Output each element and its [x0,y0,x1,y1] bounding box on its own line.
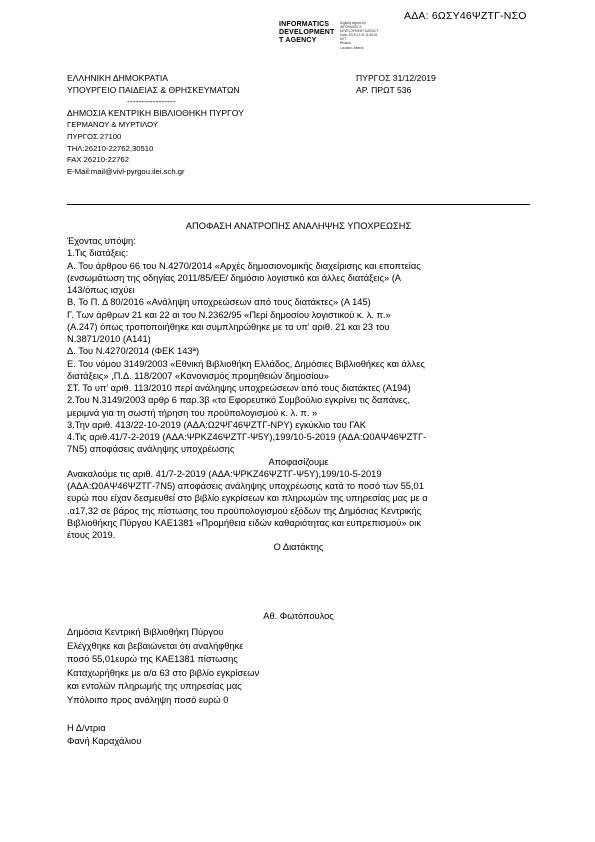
logo-line: INFORMATICS [279,21,330,28]
body-line: Δ. Του Ν.4270/2014 (ΦΕΚ 143ª) [67,346,200,357]
body-line: 2.Του Ν.3149/2003 αρθρ 6 παρ.3β «το Εφορευτικό Συμβούλιο εγκρίνει τις δαπάνες, [67,395,410,406]
signature-detail-line: Location: Athens [340,45,364,50]
header-left [67,73,244,177]
library-phone: ΤΗΛ:26210-22762,30510 [67,143,154,153]
decision-line: Ανακαλούμε τις αριθ. 41/7-2-2019 (ΑΔΑ:ΨΡΚΖ46ΨΖΤΓ-Ψ5Υ),199/10-5-2019 [67,468,382,479]
library-fax: FAX 26210-22762 [67,155,129,165]
document-title: ΑΠΟΦΑΣΗ ΑΝΑΤΡΟΠΗΣ ΑΝΑΛΗΨΗΣ ΥΠΟΧΡΕΩΣΗΣ [185,221,412,231]
decision-line: (ΑΔΑ:Ω0ΑΨ46ΨΖΤΓ-7Ν5) αποφάσεις ανάληψης υποχρέωσης κατά το ποσό των 55,01 [67,481,424,491]
verification-line: και εντολών πληρωμής της υπηρεσίας μας [67,681,242,692]
document-body [67,235,537,554]
library-name: ΔΗΜΟΣΙΑ ΚΕΝΤΡΙΚΗ ΒΙΒΛΙΟΘΗΚΗ ΠΥΡΓΟΥ [67,107,244,118]
signature-detail-line: DEVELOPMENT AGENCY [340,29,379,34]
body-line: (Α.247) όπως τροποποιήθηκε και συμπληρώθηκε με τα υπ' αριθ. 21 και 23 του [67,321,390,332]
body-line: Β. Το Π. Δ 80/2016 «Ανάληψη υποχρεώσεων από τους διατάκτες» (Α 145) [67,297,371,308]
protocol-number: ΑΡ. ΠΡΩΤ 536 [356,84,412,95]
body-line: 7Ν5) αποφάσεις ανάληψης υποχρέωσης [67,444,235,455]
verification-line: Δημόσια Κεντρική Βιβλιοθήκη Πύργου [67,627,224,637]
body-line: Γ. Των άρθρων 21 και 22 αι του Ν.2362/95 «Περί δημοσίου λογιστικού κ. λ. π.» [67,309,391,320]
logo-line: DEVELOPMENT [279,29,335,36]
body-line: Ε. Του νόμου 3149/2003 «Εθνική Βιβλιοθήκη Ελλάδος, Δημόσιες Βιβλιοθήκες και άλλες [67,358,425,369]
decision-line: ευρώ που είχαν δεσμευθεί στο βιβλίο εγκρίσεων και πληρωμών της υπηρεσίας μας με α [67,493,428,504]
body-line: 4.Τις αριθ.41/7-2-2019 (ΑΔΑ:ΨΡΚΖ46ΨΖΤΓ-Ψ5Υ),199/10-5-2019 (ΑΔΑ:Ω0ΑΨ46ΨΖΤΓ- [67,432,427,442]
signatory-title: Ο Διατάκτης [273,542,324,553]
verification-line: Υπόλοιπο προς ανάληψη ποσό ευρώ 0 [67,694,229,705]
signature-detail-line: INFORMATICS [340,25,362,30]
signature-details [340,21,378,50]
ada-code: ΑΔΑ: 6ΩΣΥ46ΨΖΤΓ-ΝΣΟ [404,10,527,22]
director-name: Φανή Καραχάλιου [67,736,142,747]
signature-detail-line: Reason: [340,41,352,46]
library-city: ΠΥΡΓΟΣ 27100 [67,131,122,141]
decision-line: .α17,32 σε βάρος της πίστωσης του προϋπολογισμού εξόδων της Δημόσιας Κεντρικής [67,505,422,516]
body-line: μεριμνά για τη σωστή τήρηση του προϋπολογισμού κ. λ. π. » [67,407,318,418]
body-line: ΣΤ. Το υπ' αριθ. 113/2010 περί ανάληψης υποχρεώσεων από τους διατάκτες (Α194) [67,383,411,393]
ministry-name: ΥΠΟΥΡΓΕΙΟ ΠΑΙΔΕΙΑΣ & ΘΡΗΣΚΕΥΜΑΤΩΝ [67,84,240,95]
verification-line: ποσό 55,01ευρώ της ΚΑΕ1381 πίστωσης [67,654,238,665]
verification-block [67,626,259,749]
body-line: 1.Τις διατάξεις: [67,248,129,259]
decision-heading: Αποφασίζουμε [268,456,329,467]
document-date: ΠΥΡΓΟΣ 31/12/2019 [356,73,436,83]
body-line: 3.Την αριθ. 413/22-10-2019 (ΑΔΑ:Ω2ΨΓ46ΨΖΤΓ-ΝΡΥ) εγκύκλιο του ΓΑΚ [67,419,366,430]
library-address: ΓΕΡΜΑΝΟΥ & ΜΥΡΤΙΛΟΥ [67,120,159,130]
body-line: Α. Του άρθρου 66 του Ν.4270/2014 «Αρχές δημοσιονομικής διαχείρισης και εποπτείας [67,260,421,271]
library-email: E-Mail:mail@vivl-pyrgou.ilei.sch.gr [67,166,185,176]
body-line: διατάξεις» ,Π.Δ. 118/2007 «Κανονισμός προμηθειών δημοσίου» [67,370,329,381]
signature-detail-line: Date: 2019.12.31 11:56:51 [340,33,378,38]
header-right [356,73,436,96]
header-separator: ----------------- [127,96,176,107]
body-line: Ν.3871/2010 (Α141) [67,334,151,344]
director-title: Η Δ/ντρια [67,722,106,733]
decision-line: Βιβλιοθήκης Πύργου ΚΑΕ1381 «Προμήθεια ειδών καθαριότητας και ευπρεπισμού» οικ [67,517,422,528]
signature-detail-line: Digitally signed by [340,21,366,25]
verification-line: Καταχωρήθηκε με α/α 63 στο βιβλίο εγκρίσεων [67,667,260,678]
signatory-name: Αθ. Φωτόπουλος [263,611,334,621]
body-line: 143/όπως ισχύει [67,285,135,295]
country-name: ΕΛΛΗΝΙΚΗ ΔΗΜΟΚΡΑΤΙΑ [67,73,168,83]
body-line: (ενσωμάτωση της οδηγίας 2011/85/ΕΕ/ δημόσιο λογιστικό και άλλες διατάξεις» (Α [67,272,402,283]
decision-line: έτους 2019. [67,530,116,540]
horizontal-rule [67,204,530,205]
signature-detail-line: EET [340,37,347,42]
signature-logo [279,21,334,45]
logo-line: T AGENCY [279,37,317,44]
verification-line: Ελέγχθηκε και βεβαιώνεται ότι αναλήφθηκε [67,640,244,651]
body-line: Έχοντας υπόψη: [67,236,136,246]
